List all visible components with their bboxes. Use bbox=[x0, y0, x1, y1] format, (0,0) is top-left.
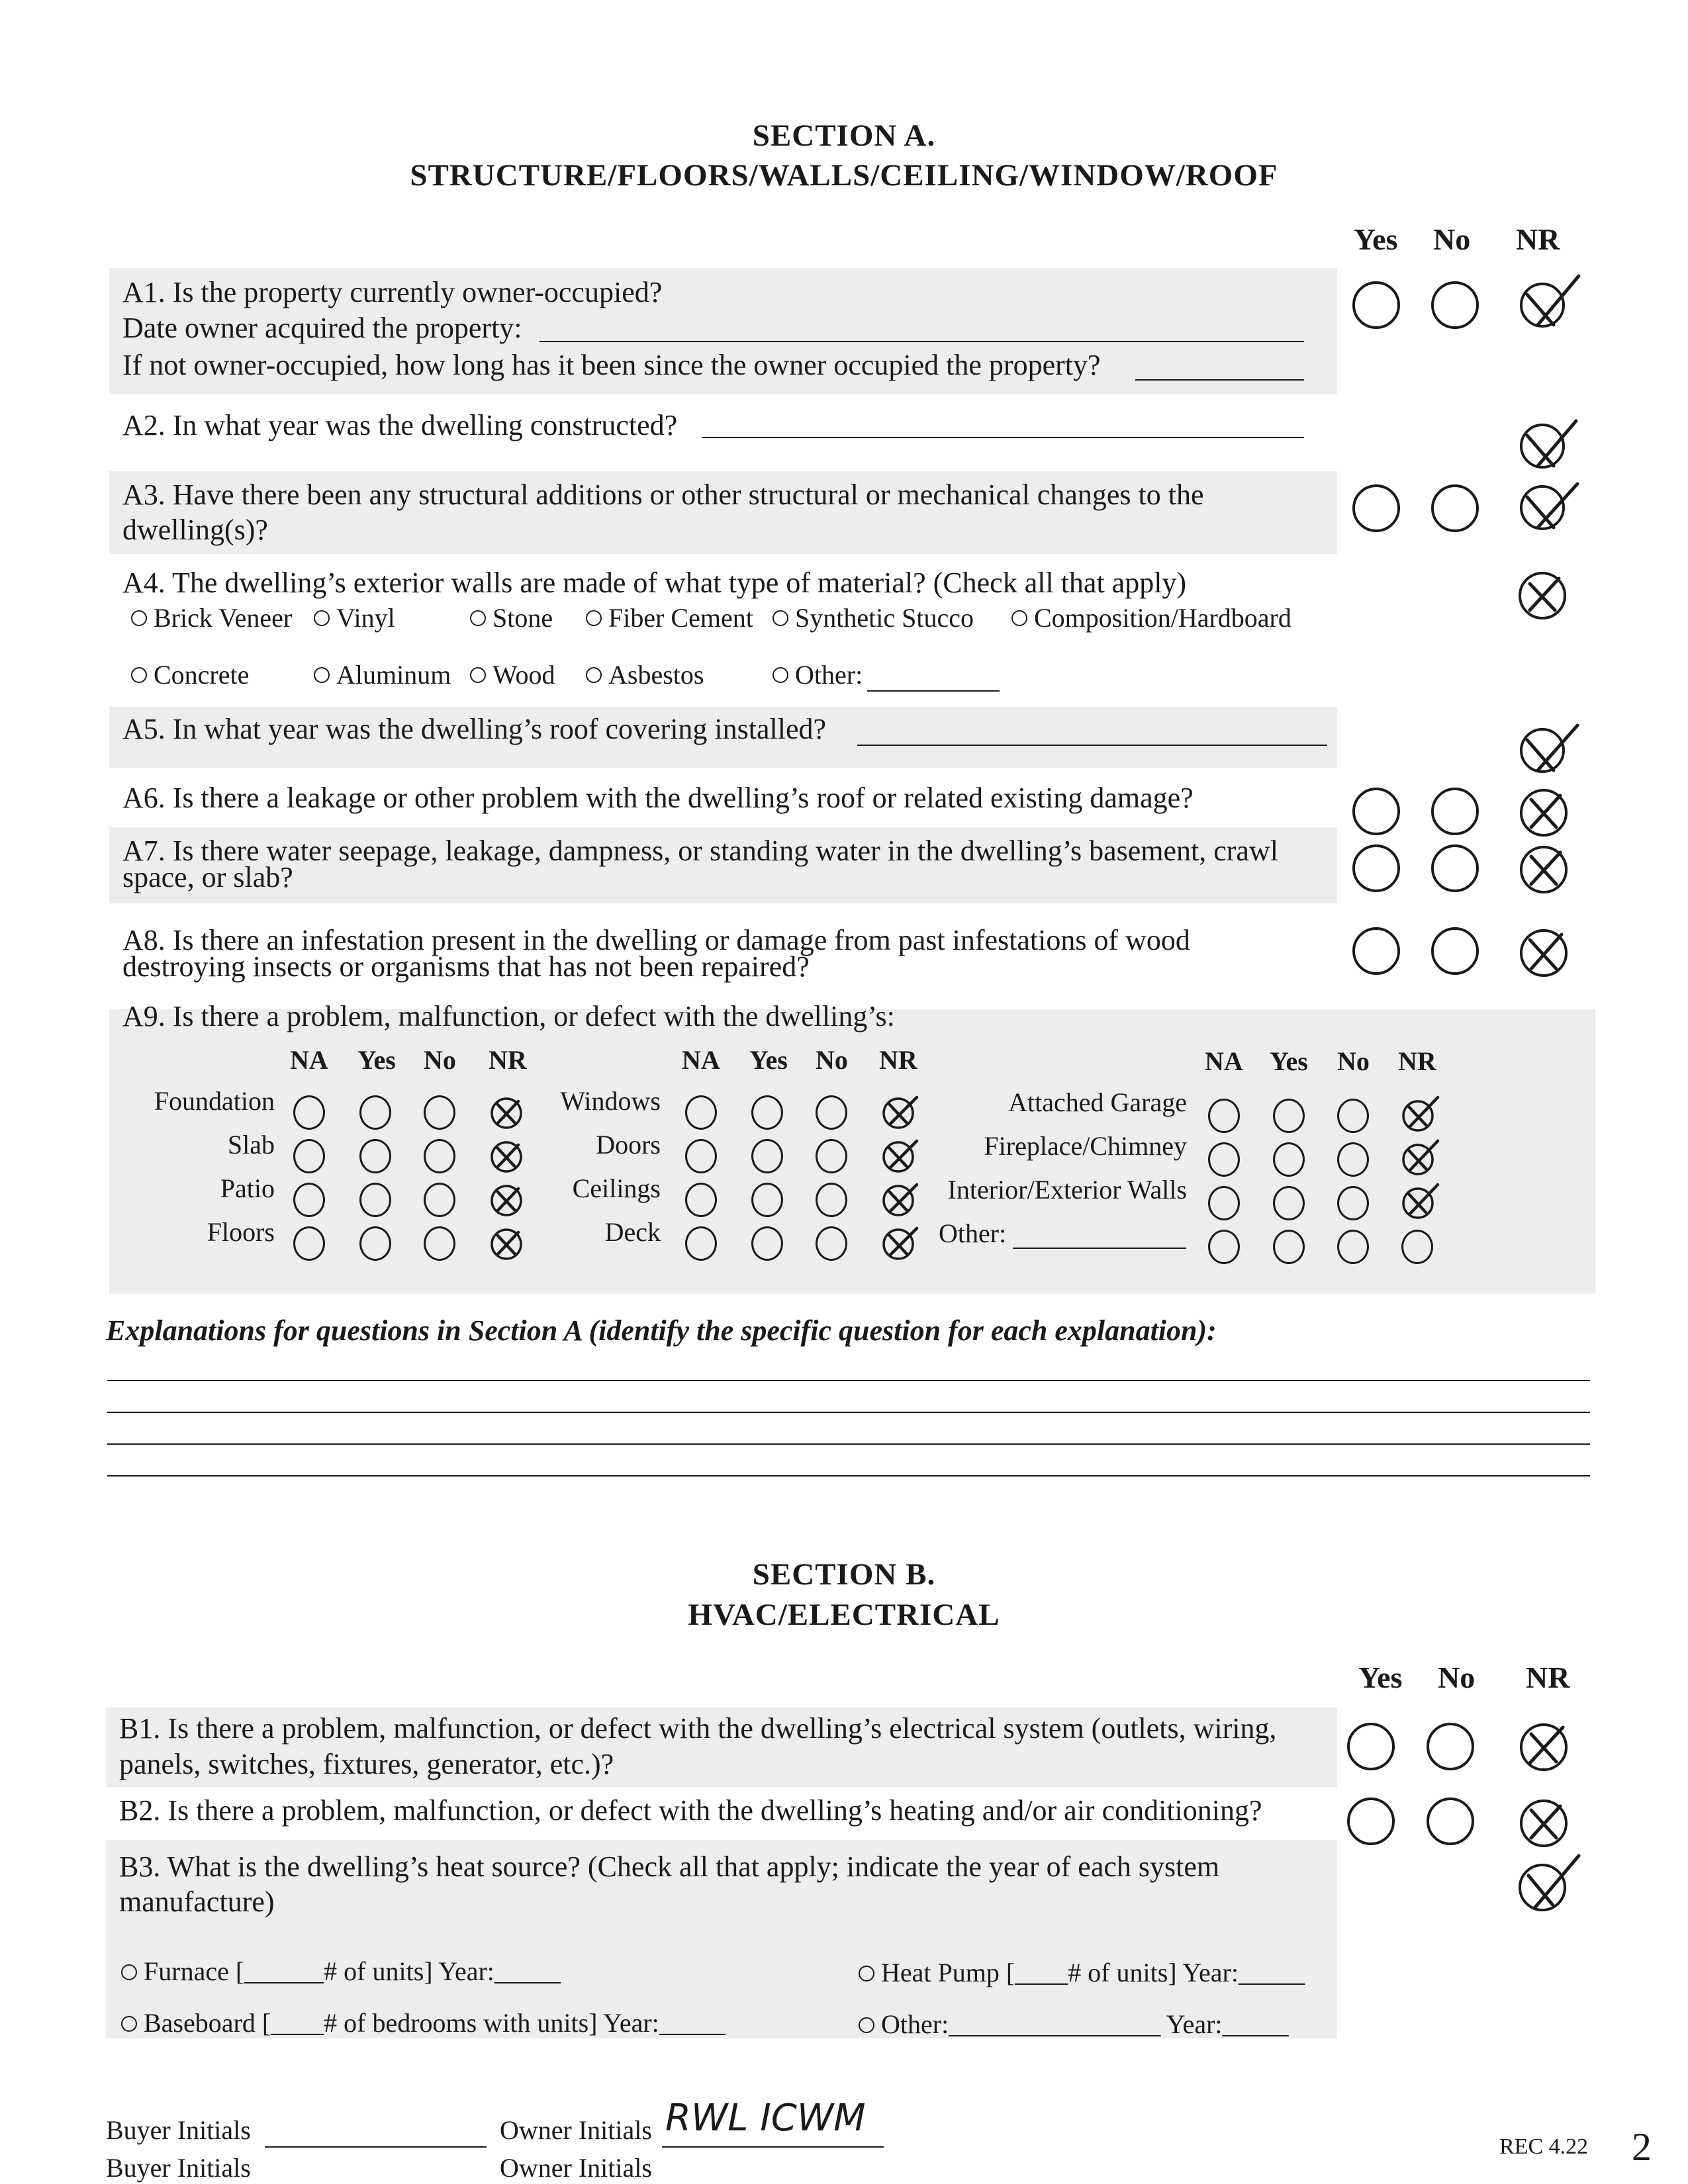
explanation-line-4[interactable] bbox=[107, 1475, 1590, 1477]
a9-deck-yes-radio[interactable] bbox=[751, 1226, 783, 1261]
a4-opt-vinyl: Vinyl bbox=[336, 603, 395, 633]
a9-interior-exterior-walls-yes-radio[interactable] bbox=[1273, 1186, 1305, 1220]
a9-slab-yes-radio[interactable] bbox=[359, 1139, 391, 1173]
a9-g3-na-header: NA bbox=[1205, 1046, 1243, 1076]
a9-floors-na-radio[interactable] bbox=[293, 1226, 325, 1261]
a9-question: A9. Is there a problem, malfunction, or defect with the dwelling’s: bbox=[122, 1000, 895, 1032]
b3-furnace-checkbox[interactable] bbox=[121, 1964, 137, 1980]
b1-no-radio[interactable] bbox=[1427, 1723, 1474, 1770]
a9-floors-yes-radio[interactable] bbox=[359, 1226, 391, 1261]
a4-opt-other-checkbox[interactable] bbox=[773, 667, 788, 683]
a9-fireplace-chimney-nr-checked-icon[interactable] bbox=[1398, 1134, 1446, 1182]
a8-nr-checked-icon[interactable] bbox=[1513, 919, 1585, 985]
a1-nr-checked-icon[interactable] bbox=[1513, 268, 1585, 334]
a9-deck-na-radio[interactable] bbox=[685, 1226, 717, 1261]
a9-slab-no-radio[interactable] bbox=[424, 1139, 455, 1173]
a4-opt-brick-veneer-checkbox[interactable] bbox=[131, 610, 147, 626]
a9-deck-no-radio[interactable] bbox=[816, 1226, 847, 1261]
a9-g3-nr-header: NR bbox=[1398, 1046, 1436, 1076]
a9-patio-na-radio[interactable] bbox=[293, 1183, 325, 1217]
a7-nr-checked-icon[interactable] bbox=[1513, 837, 1585, 903]
b3-question-line2: manufacture) bbox=[119, 1886, 275, 1918]
buyer-initials-label-1: Buyer Initials bbox=[106, 2115, 251, 2145]
a9-other-label: Other: bbox=[939, 1218, 1007, 1248]
a6-no-radio[interactable] bbox=[1431, 788, 1479, 835]
a3-no-radio[interactable] bbox=[1431, 484, 1479, 532]
a8-question-line1: A8. Is there an infestation present in the dwelling or damage from past infestations of wood bbox=[122, 924, 1190, 956]
a3-question-line2: dwelling(s)? bbox=[122, 514, 268, 546]
a4-opt-vinyl-checkbox[interactable] bbox=[314, 610, 330, 626]
a1-date-field[interactable] bbox=[539, 341, 1304, 342]
a7-question-line1: A7. Is there water seepage, leakage, dampness, or standing water in the dwelling’s basement, crawl bbox=[122, 835, 1278, 867]
a4-opt-wood-checkbox[interactable] bbox=[470, 667, 486, 683]
a5-field[interactable] bbox=[857, 745, 1327, 746]
a9-foundation-yes-radio[interactable] bbox=[359, 1095, 391, 1130]
a3-yes-radio[interactable] bbox=[1352, 484, 1400, 532]
a4-opt-other: Other: bbox=[795, 660, 863, 690]
b1-question-line1: B1. Is there a problem, malfunction, or defect with the dwelling’s electrical system (outlets, wiring, bbox=[119, 1712, 1277, 1745]
explanations-heading: Explanations for questions in Section A (identify the specific question for each explanation): bbox=[106, 1314, 1217, 1347]
owner-initials-field-1[interactable] bbox=[662, 2146, 884, 2148]
a9-windows-nr-checked-icon[interactable] bbox=[878, 1091, 926, 1136]
section-b-title: SECTION B. bbox=[752, 1557, 936, 1592]
b1-nr-checked-icon[interactable] bbox=[1513, 1714, 1585, 1780]
a2-nr-checked-icon[interactable] bbox=[1513, 409, 1585, 475]
a9-slab-label: Slab bbox=[227, 1130, 275, 1160]
a9-interior-exterior-walls-label: Interior/Exterior Walls bbox=[947, 1175, 1187, 1205]
a8-question-line2: destroying insects or organisms that has not been repaired? bbox=[122, 950, 810, 983]
a9-ceilings-na-radio[interactable] bbox=[685, 1183, 717, 1217]
a1-notocc-field[interactable] bbox=[1135, 379, 1304, 381]
col-nr-header: NR bbox=[1516, 222, 1560, 256]
a9-other-field[interactable] bbox=[1013, 1248, 1186, 1249]
form-id: REC 4.22 bbox=[1499, 2134, 1589, 2159]
a9-windows-no-radio[interactable] bbox=[816, 1095, 847, 1130]
a9-interior-exterior-walls-no-radio[interactable] bbox=[1337, 1186, 1369, 1220]
a9-fireplace-chimney-yes-radio[interactable] bbox=[1273, 1142, 1305, 1177]
a9-patio-no-radio[interactable] bbox=[424, 1183, 455, 1217]
col-no-header: No bbox=[1433, 222, 1471, 256]
a9-attached-garage-yes-radio[interactable] bbox=[1273, 1099, 1305, 1133]
a9-attached-garage-no-radio[interactable] bbox=[1337, 1099, 1369, 1133]
a5-question: A5. In what year was the dwelling’s roof covering installed? bbox=[122, 713, 827, 745]
b3-furnace-label: Furnace [______# of units] Year:_____ bbox=[144, 1956, 561, 1986]
a9-deck-nr-checked-icon[interactable] bbox=[878, 1222, 926, 1267]
b3-baseboard-label: Baseboard [____# of bedrooms with units] Year:_____ bbox=[144, 2008, 726, 2038]
a9-doors-yes-radio[interactable] bbox=[751, 1139, 783, 1173]
a4-question: A4. The dwelling’s exterior walls are made of what type of material? (Check all that apply) bbox=[122, 567, 1187, 599]
a9-windows-yes-radio[interactable] bbox=[751, 1095, 783, 1130]
b2-question: B2. Is there a problem, malfunction, or defect with the dwelling’s heating and/or air conditioning? bbox=[119, 1794, 1262, 1827]
a9-doors-nr-checked-icon[interactable] bbox=[878, 1134, 926, 1179]
a5-nr-checked-icon[interactable] bbox=[1513, 713, 1585, 780]
a9-interior-exterior-walls-na-radio[interactable] bbox=[1208, 1186, 1240, 1220]
a4-opt-stone-checkbox[interactable] bbox=[470, 610, 486, 626]
a9-windows-na-radio[interactable] bbox=[685, 1095, 717, 1130]
a4-opt-composition-hardboard: Composition/Hardboard bbox=[1034, 603, 1291, 633]
a9-ceilings-yes-radio[interactable] bbox=[751, 1183, 783, 1217]
a9-g2-nr-header: NR bbox=[879, 1045, 917, 1075]
explanation-line-2[interactable] bbox=[107, 1412, 1590, 1413]
a9-doors-label: Doors bbox=[596, 1130, 661, 1160]
a9-windows-label: Windows bbox=[560, 1086, 661, 1116]
a3-nr-checked-icon[interactable] bbox=[1513, 473, 1585, 539]
a9-foundation-nr-checked-icon[interactable] bbox=[487, 1092, 533, 1136]
a9-fireplace-chimney-no-radio[interactable] bbox=[1337, 1142, 1369, 1177]
buyer-initials-label-2: Buyer Initials bbox=[106, 2153, 251, 2183]
b-col-no-header: No bbox=[1438, 1661, 1476, 1694]
a9-attached-garage-na-radio[interactable] bbox=[1208, 1099, 1240, 1133]
a9-doors-na-radio[interactable] bbox=[685, 1139, 717, 1173]
a7-yes-radio[interactable] bbox=[1352, 844, 1400, 892]
b1-yes-radio[interactable] bbox=[1347, 1723, 1395, 1770]
a4-opt-synthetic-stucco-checkbox[interactable] bbox=[773, 610, 788, 626]
a9-deck-label: Deck bbox=[604, 1217, 661, 1247]
a9-g1-na-header: NA bbox=[290, 1045, 328, 1075]
a9-foundation-na-radio[interactable] bbox=[293, 1095, 325, 1130]
a4-opt-fiber-cement: Fiber Cement bbox=[608, 603, 753, 633]
a7-question-line2: space, or slab? bbox=[122, 861, 293, 893]
b1-question-line2: panels, switches, fixtures, generator, etc.)? bbox=[119, 1748, 614, 1780]
section-a-subtitle: STRUCTURE/FLOORS/WALLS/CEILING/WINDOW/ROOF bbox=[410, 158, 1278, 193]
a9-other-nr-radio[interactable] bbox=[1401, 1230, 1433, 1264]
a9-floors-no-radio[interactable] bbox=[424, 1226, 455, 1261]
a9-g1-yes-header: Yes bbox=[357, 1045, 396, 1075]
a4-opt-synthetic-stucco: Synthetic Stucco bbox=[795, 603, 974, 633]
a9-fireplace-chimney-na-radio[interactable] bbox=[1208, 1142, 1240, 1177]
b3-heat-pump-checkbox[interactable] bbox=[859, 1966, 874, 1981]
b3-question-line1: B3. What is the dwelling’s heat source? (Check all that apply; indicate the year of each system bbox=[119, 1850, 1220, 1883]
b3-nr-checked-icon[interactable] bbox=[1513, 1846, 1585, 1919]
a9-interior-exterior-walls-nr-checked-icon[interactable] bbox=[1398, 1178, 1446, 1226]
b3-other-label: Other:________________ Year:_____ bbox=[881, 2009, 1289, 2039]
a4-opt-fiber-cement-checkbox[interactable] bbox=[586, 610, 602, 626]
col-yes-header: Yes bbox=[1354, 222, 1398, 256]
a9-fireplace-chimney-label: Fireplace/Chimney bbox=[984, 1131, 1187, 1161]
owner-initials-label-2: Owner Initials bbox=[500, 2153, 652, 2183]
a4-opt-stone: Stone bbox=[492, 603, 553, 633]
owner-initials-signature: RWL ICWM bbox=[665, 2097, 866, 2140]
a9-g1-no-header: No bbox=[424, 1045, 456, 1075]
buyer-initials-field-1[interactable] bbox=[265, 2146, 487, 2148]
a1-yes-radio[interactable] bbox=[1352, 281, 1400, 329]
a9-slab-nr-checked-icon[interactable] bbox=[487, 1136, 533, 1179]
a9-patio-yes-radio[interactable] bbox=[359, 1183, 391, 1217]
a9-ceilings-nr-checked-icon[interactable] bbox=[878, 1178, 926, 1223]
a9-foundation-label: Foundation bbox=[154, 1086, 275, 1116]
explanation-line-1[interactable] bbox=[107, 1380, 1590, 1381]
a3-question-line1: A3. Have there been any structural additions or other structural or mechanical changes to the bbox=[122, 478, 1204, 511]
b-col-nr-header: NR bbox=[1526, 1661, 1570, 1694]
a8-yes-radio[interactable] bbox=[1352, 927, 1400, 975]
b3-other-checkbox[interactable] bbox=[859, 2017, 874, 2033]
a1-date-label: Date owner acquired the property: bbox=[122, 312, 522, 344]
a9-other-no-radio[interactable] bbox=[1337, 1230, 1369, 1264]
a1-notocc-label: If not owner-occupied, how long has it been since the owner occupied the property? bbox=[122, 349, 1101, 381]
b3-heat-pump-label: Heat Pump [____# of units] Year:_____ bbox=[881, 1958, 1305, 1987]
a9-floors-label: Floors bbox=[207, 1217, 275, 1247]
explanation-line-3[interactable] bbox=[107, 1443, 1590, 1445]
a6-yes-radio[interactable] bbox=[1352, 788, 1400, 835]
a2-question: A2. In what year was the dwelling constructed? bbox=[122, 409, 678, 441]
a9-g2-no-header: No bbox=[816, 1045, 848, 1075]
b-col-yes-header: Yes bbox=[1358, 1661, 1403, 1694]
a4-opt-brick-veneer: Brick Veneer bbox=[154, 603, 293, 633]
a9-patio-nr-checked-icon[interactable] bbox=[487, 1179, 533, 1223]
a1-question: A1. Is the property currently owner-occupied? bbox=[122, 276, 663, 308]
page-number: 2 bbox=[1632, 2125, 1652, 2169]
a9-doors-no-radio[interactable] bbox=[816, 1139, 847, 1173]
a9-foundation-no-radio[interactable] bbox=[424, 1095, 455, 1130]
a4-opt-wood: Wood bbox=[492, 660, 555, 690]
a9-g3-yes-header: Yes bbox=[1270, 1046, 1308, 1076]
owner-initials-label-1: Owner Initials bbox=[500, 2115, 652, 2145]
a9-other-na-radio[interactable] bbox=[1208, 1230, 1240, 1264]
a4-opt-asbestos-checkbox[interactable] bbox=[586, 667, 602, 683]
a9-patio-label: Patio bbox=[220, 1173, 275, 1203]
a4-opt-concrete-checkbox[interactable] bbox=[131, 667, 147, 683]
section-a-title: SECTION A. bbox=[752, 118, 936, 153]
section-b-subtitle: HVAC/ELECTRICAL bbox=[688, 1598, 1000, 1632]
a8-no-radio[interactable] bbox=[1431, 927, 1479, 975]
a4-opt-composition-hardboard-checkbox[interactable] bbox=[1011, 610, 1027, 626]
a9-ceilings-no-radio[interactable] bbox=[816, 1183, 847, 1217]
a7-no-radio[interactable] bbox=[1431, 844, 1479, 892]
b2-yes-radio[interactable] bbox=[1347, 1797, 1395, 1845]
a9-attached-garage-label: Attached Garage bbox=[1008, 1087, 1187, 1117]
a4-opt-aluminum-checkbox[interactable] bbox=[314, 667, 330, 683]
a6-nr-checked-icon[interactable] bbox=[1513, 780, 1585, 846]
b2-no-radio[interactable] bbox=[1427, 1797, 1474, 1845]
a4-other-field[interactable] bbox=[867, 690, 1000, 692]
a9-floors-nr-checked-icon[interactable] bbox=[487, 1223, 533, 1267]
a1-no-radio[interactable] bbox=[1431, 281, 1479, 329]
a9-ceilings-label: Ceilings bbox=[572, 1173, 661, 1203]
a4-opt-aluminum: Aluminum bbox=[336, 660, 451, 690]
a9-slab-na-radio[interactable] bbox=[293, 1139, 325, 1173]
a9-band bbox=[109, 1009, 1595, 1294]
a9-attached-garage-nr-checked-icon[interactable] bbox=[1398, 1091, 1446, 1138]
b3-baseboard-checkbox[interactable] bbox=[121, 2016, 137, 2032]
a4-nr-checked-icon[interactable] bbox=[1513, 561, 1585, 627]
a6-question: A6. Is there a leakage or other problem with the dwelling’s roof or related existing damage? bbox=[122, 782, 1194, 814]
a9-g3-no-header: No bbox=[1337, 1046, 1370, 1076]
a9-g2-yes-header: Yes bbox=[749, 1045, 788, 1075]
a9-g1-nr-header: NR bbox=[489, 1045, 527, 1075]
a9-other-yes-radio[interactable] bbox=[1273, 1230, 1305, 1264]
a2-field[interactable] bbox=[702, 437, 1304, 438]
a9-g2-na-header: NA bbox=[682, 1045, 720, 1075]
a4-opt-asbestos: Asbestos bbox=[608, 660, 704, 690]
a4-opt-concrete: Concrete bbox=[154, 660, 250, 690]
